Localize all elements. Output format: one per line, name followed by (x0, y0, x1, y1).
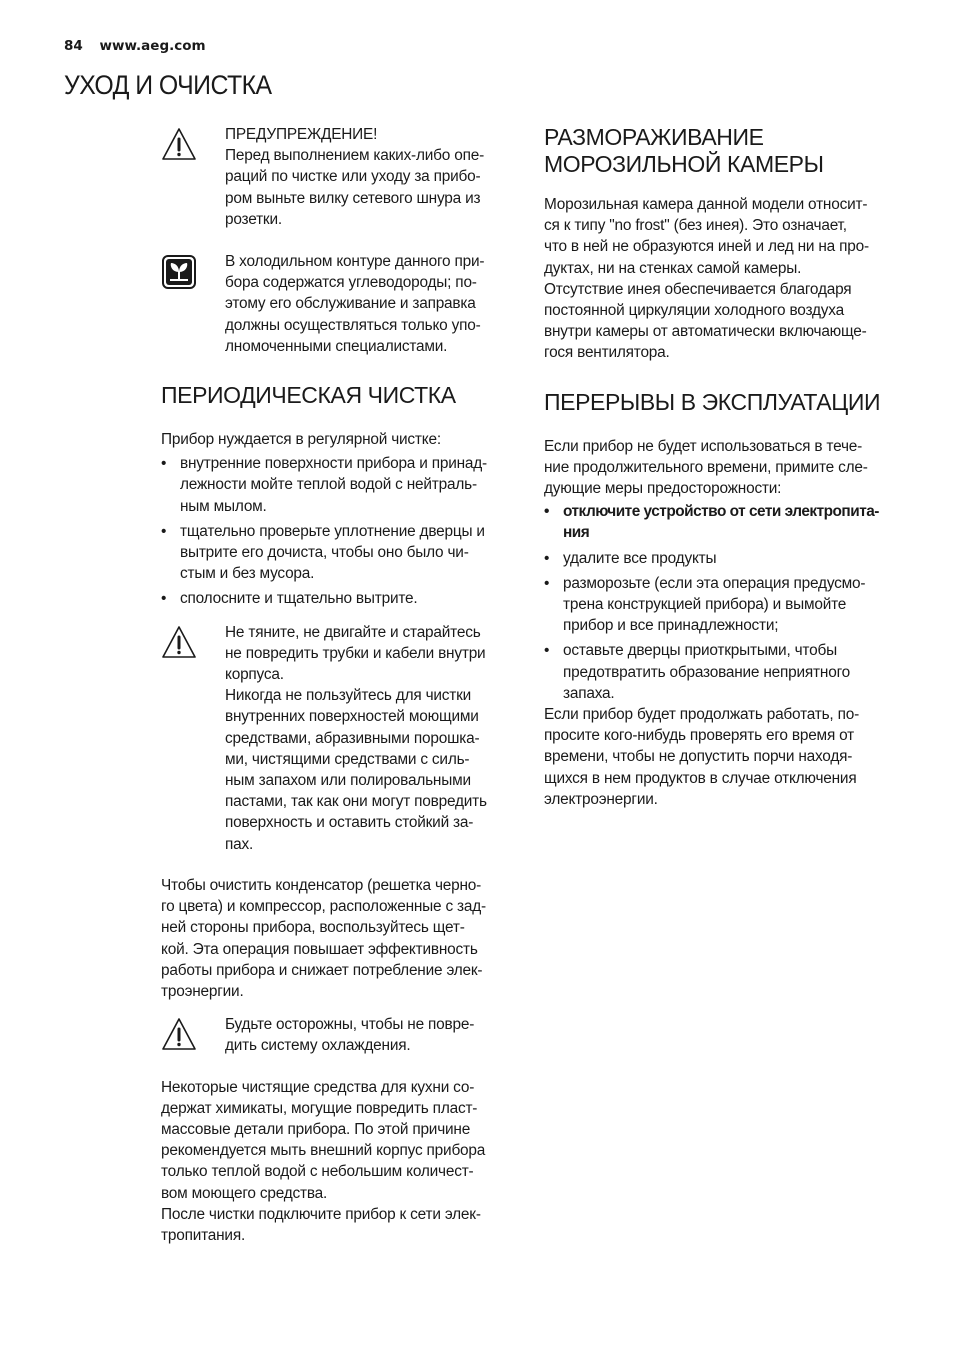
warning-text: Перед выполнением каких-либо опе- раций по чистке или уходу за прибо- ром выньте вилку сетевого шнура из розетки. (225, 147, 484, 228)
list-item: • разморозьте (если эта операция предусмо- трена конструкцией прибора) и вымойте прибор и все принадлежности; (544, 573, 896, 637)
breaks-list (544, 501, 896, 704)
warning-text: Не тяните, не двигайте и старайтесь не повредить трубки и кабели внутри корпуса. Никогда не пользуйтесь для чистки внутренних поверхностей моющими средствами, абразивными порошка- ми, чистящими средствами с силь- ным запахом или полировальными пастами, так как они могут повредить поверхность и оставить стойкий за- пах. (225, 623, 487, 853)
warning-triangle-icon (161, 126, 197, 162)
page-header (64, 38, 206, 54)
right-column (544, 124, 896, 810)
list-item: • отключите устройство от сети электропита- ния (544, 501, 896, 543)
warning-text: Будьте осторожны, чтобы не повре- дить систему охлаждения. (225, 1016, 475, 1055)
warning-notice-cooling (161, 1014, 513, 1056)
warning-notice-pipes (161, 622, 513, 855)
environment-text: В холодильном контуре данного при- бора содержатся углеводороды; по- этому его обслуживание и заправка должны осуществляться только упо- лномоченными специалистами. (225, 253, 485, 355)
website: www.aeg.com (99, 38, 206, 54)
condenser-paragraph: Чтобы очистить конденсатор (решетка черно- го цвета) и компрессор, расположенные с зад- ней стороны прибора, воспользуйтесь щет- кой. Эта операция повышает эффективность работы прибора и снижает потребление элек- троэнергии. (161, 876, 486, 1000)
environment-plant-icon (161, 254, 197, 290)
breaks-outro: Если прибор будет продолжать работать, по- просите кого-нибудь проверять его время от времени, чтобы не допустить порчи находя- щихся в нем продуктов в случае отключения электроэнергии. (544, 706, 860, 808)
list-item: • тщательно проверьте уплотнение дверцы и вытрите его дочиста, чтобы оно было чи- стым и без мусора. (161, 521, 513, 585)
list-item: • внутренние поверхности прибора и принад- лежности мойте теплой водой с нейтраль- ным мылом. (161, 453, 513, 517)
periodic-intro: Прибор нуждается в регулярной чистке: (161, 431, 441, 449)
section-heading-periodic: ПЕРИОДИЧЕСКАЯ ЧИСТКА (161, 382, 456, 409)
warning-triangle-icon (161, 624, 197, 660)
defrost-paragraph: Морозильная камера данной модели относит- ся к типу "no frost" (без инея). Это означает, что в ней не образуются иней и лед ни на про- дуктах, ни на стенках самой камеры. Отсутствие инея обеспечивается благодаря постоянной циркуляции холодного воздуха внутри камеры от автоматически включающе- гося вентилятора. (544, 196, 869, 362)
page-number: 84 (64, 38, 83, 54)
section-heading-defrost: РАЗМОРАЖИВАНИЕ МОРОЗИЛЬНОЙ КАМЕРЫ (544, 124, 824, 177)
section-heading-breaks: ПЕРЕРЫВЫ В ЭКСПЛУАТАЦИИ (544, 388, 881, 415)
list-item: • удалите все продукты (544, 548, 896, 569)
warning-triangle-icon (161, 1016, 197, 1052)
periodic-list (161, 453, 513, 609)
environment-notice (161, 251, 513, 357)
warning-notice-unplug (161, 124, 513, 230)
breaks-intro: Если прибор не будет использоваться в тече- ние продолжительного времени, примите сле- дующие меры предосторожности: (544, 437, 868, 498)
page-title: УХОД И ОЧИСТКА (64, 70, 272, 100)
warning-title: ПРЕДУПРЕЖДЕНИЕ! (225, 126, 378, 143)
list-item: • оставьте дверцы приоткрытыми, чтобы предотвратить образование неприятного запаха. (544, 640, 896, 704)
left-column (161, 124, 513, 1246)
list-item: • сполосните и тщательно вытрите. (161, 588, 513, 609)
chemicals-paragraph: Некоторые чистящие средства для кухни со- держат химикаты, могущие повредить пласт- массовые детали прибора. По этой причине рекомендуется мыть внешний корпус прибора только теплой водой с небольшим количест- вом моющего средства. После чистки подключите прибор к сети элек- тропитания. (161, 1078, 486, 1244)
